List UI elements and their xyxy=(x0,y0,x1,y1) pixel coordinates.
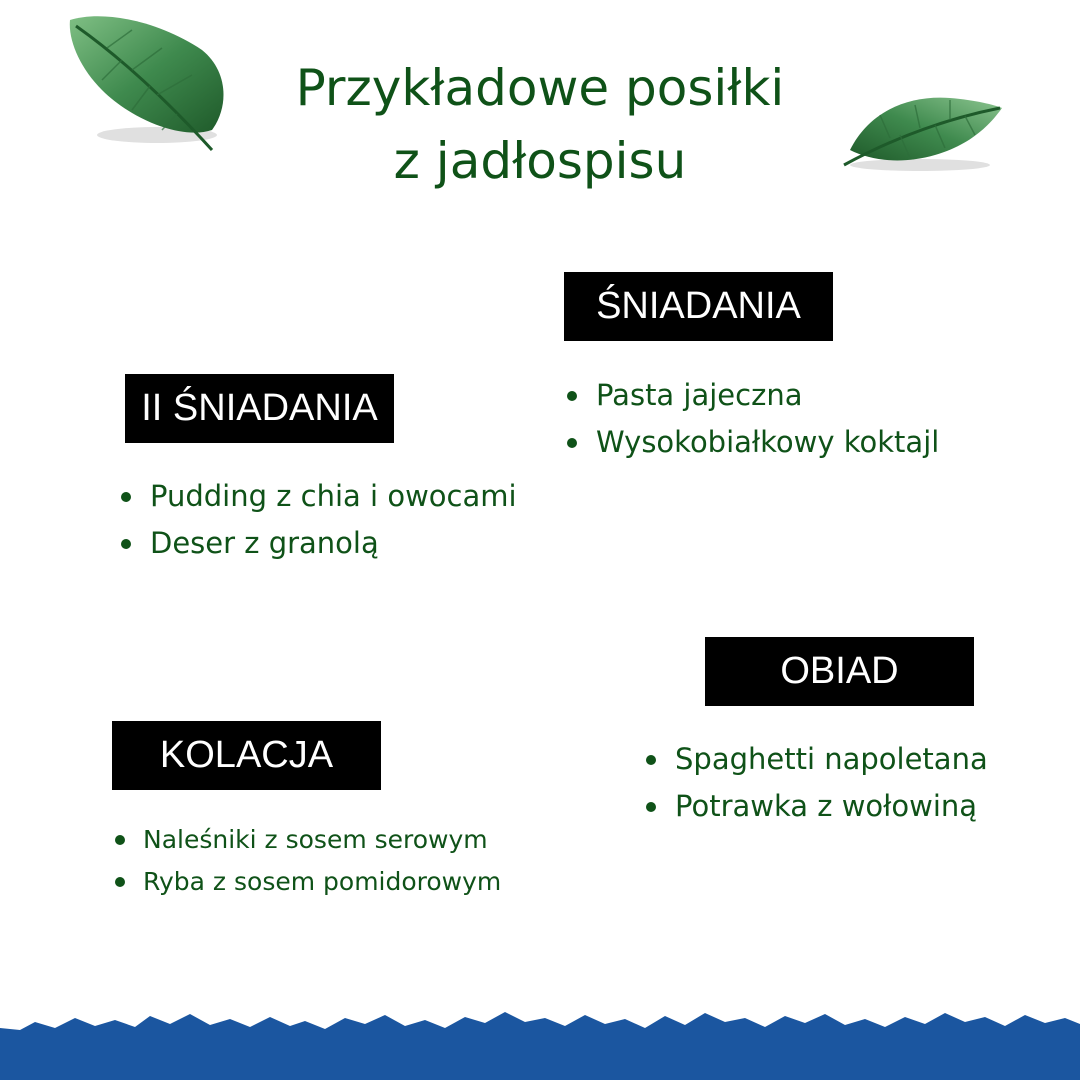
list-item: Naleśniki z sosem serowym xyxy=(112,819,501,861)
section-label-obiad: OBIAD xyxy=(705,637,974,706)
list-item: Potrawka z wołowiną xyxy=(643,783,988,830)
section-label-sniadania: ŚNIADANIA xyxy=(564,272,833,341)
page-title xyxy=(0,52,1080,198)
list-item: Spaghetti napoletana xyxy=(643,736,988,783)
meal-list-kolacja xyxy=(112,819,501,903)
list-item: Ryba z sosem pomidorowym xyxy=(112,861,501,903)
meal-list-ii-sniadania xyxy=(118,473,517,567)
list-item: Wysokobiałkowy koktajl xyxy=(564,419,939,466)
meal-list-obiad xyxy=(643,736,988,830)
title-line-2: z jadłospisu xyxy=(393,132,687,190)
mountain-silhouette xyxy=(0,1000,1080,1080)
list-item: Pudding z chia i owocami xyxy=(118,473,517,520)
section-label-kolacja: KOLACJA xyxy=(112,721,381,790)
meal-list-sniadania xyxy=(564,372,939,466)
list-item: Pasta jajeczna xyxy=(564,372,939,419)
list-item: Deser z granolą xyxy=(118,520,517,567)
section-label-ii-sniadania: II ŚNIADANIA xyxy=(125,374,394,443)
title-line-1: Przykładowe posiłki xyxy=(295,59,785,117)
